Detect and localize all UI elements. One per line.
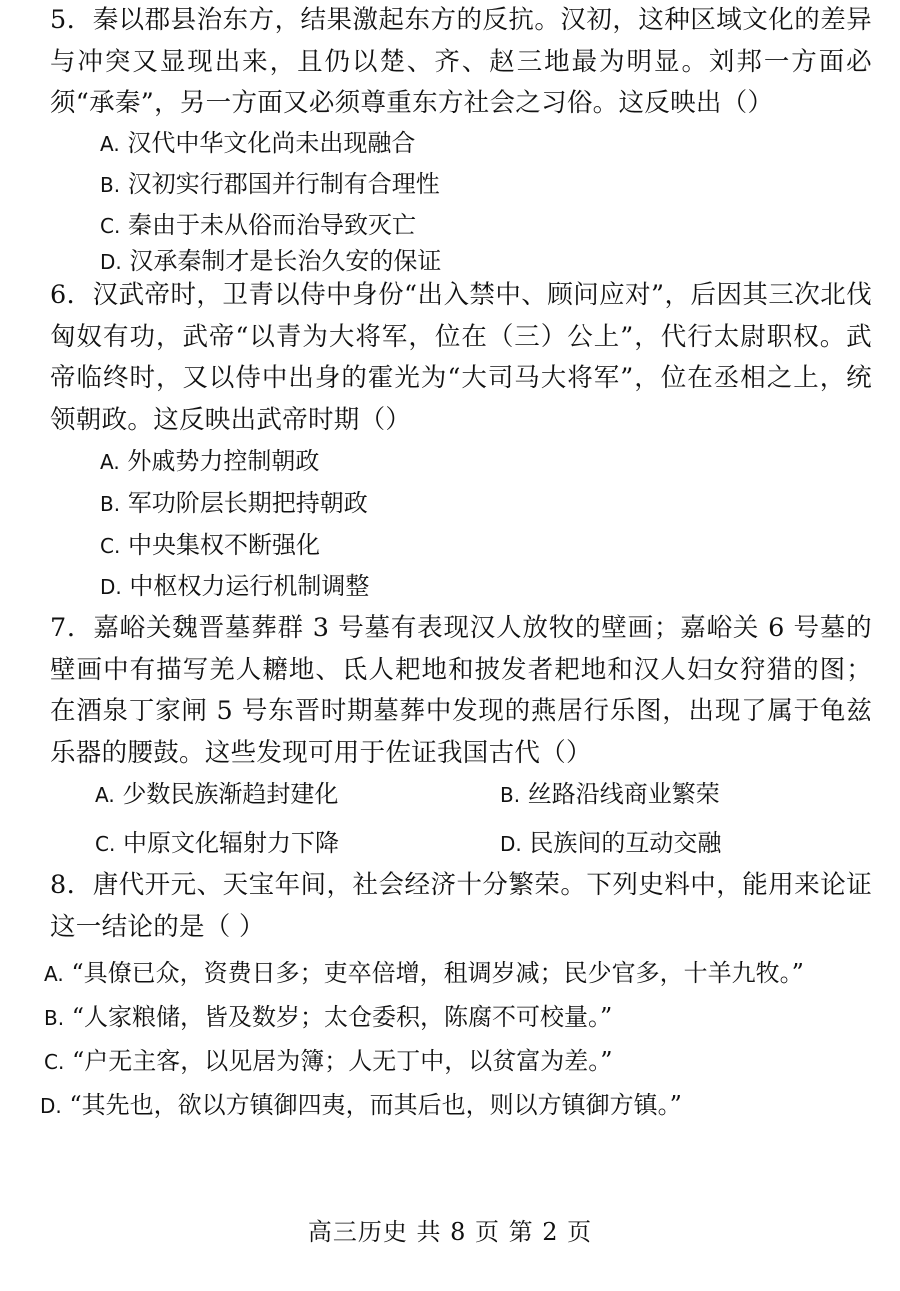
question-5-option-c (100, 205, 416, 246)
question-5-option-b (100, 164, 440, 205)
option-label: C. (100, 214, 121, 238)
option-text: 秦由于未从俗而治导致灭亡 (127, 211, 416, 239)
option-text: “户无主客，以见居为簿；人无丁中，以贫富为差。” (71, 1047, 613, 1075)
option-label: A. (95, 783, 115, 807)
option-text: 丝路沿线商业繁荣 (527, 780, 720, 808)
option-text: 外戚势力控制朝政 (127, 447, 320, 475)
question-8-option-b (44, 997, 612, 1038)
question-8-option-a (44, 953, 804, 994)
option-label: C. (100, 534, 121, 558)
question-7-option-d (500, 823, 721, 864)
question-6-stem: 6．汉武帝时，卫青以侍中身份“出入禁中、顾问应对”，后因其三次北伐匈奴有功，武帝“以青为大将军，位在（三）公上”，代行太尉职权。武帝临终时，又以侍中出身的霍光为“大司马大将军”，位在丞相之上，统领朝政。这反映出武帝时期（） (50, 280, 872, 435)
question-6-option-b (100, 483, 368, 524)
option-label: D. (500, 832, 522, 856)
question-8-option-c (44, 1041, 613, 1082)
question-5-option-a (100, 123, 415, 164)
option-label: B. (100, 173, 121, 197)
option-text: 少数民族渐趋封建化 (122, 780, 339, 808)
option-text: 民族间的互动交融 (529, 829, 722, 857)
option-text: “其先也，欲以方镇御四夷，而其后也，则以方镇御方镇。” (69, 1091, 682, 1119)
option-label: C. (95, 832, 116, 856)
question-6-option-d (100, 566, 369, 607)
option-label: B. (44, 1006, 65, 1030)
option-label: D. (100, 250, 122, 274)
question-6-option-c (100, 525, 320, 566)
question-7-option-a (95, 774, 338, 815)
question-7-option-c (95, 823, 339, 864)
option-text: 中枢权力运行机制调整 (129, 572, 370, 600)
option-text: 军功阶层长期把持朝政 (127, 489, 368, 517)
option-text: 汉初实行郡国并行制有合理性 (127, 170, 440, 198)
option-text: 中央集权不断强化 (127, 531, 320, 559)
question-7-stem: 7．嘉峪关魏晋墓葬群 3 号墓有表现汉人放牧的壁画；嘉峪关 6 号墓的壁画中有描写羌人耱地、氐人耙地和披发者耙地和汉人妇女狩猎的图；在酒泉丁家闸 5 号东晋时期墓葬中发现的燕居行乐图，出现了属于龟兹乐器的腰鼓。这些发现可用于佐证我国古代（） (50, 613, 872, 768)
option-label: A. (100, 132, 120, 156)
page-footer: 高三历史 共 8 页 第 2 页 (307, 1218, 593, 1246)
option-text: 汉代中华文化尚未出现融合 (127, 129, 416, 157)
option-label: B. (500, 783, 521, 807)
option-text: “具僚已众，资费日多；吏卒倍增，租调岁减；民少官多，十羊九牧。” (71, 959, 804, 987)
question-8-option-d (40, 1085, 682, 1126)
question-8-stem: 8．唐代开元、天宝年间，社会经济十分繁荣。下列史料中，能用来论证这一结论的是（ ） (50, 870, 872, 942)
option-label: A. (44, 962, 64, 986)
question-5-stem: 5．秦以郡县治东方，结果激起东方的反抗。汉初，这种区域文化的差异与冲突又显现出来，且仍以楚、齐、赵三地最为明显。刘邦一方面必须“承秦”，另一方面又必须尊重东方社会之习俗。这反映出（） (50, 5, 872, 118)
option-label: D. (40, 1094, 62, 1118)
option-text: 中原文化辐射力下降 (122, 829, 339, 857)
question-7-option-b (500, 774, 720, 815)
option-label: C. (44, 1050, 65, 1074)
option-text: “人家粮储，皆及数岁；太仓委积，陈腐不可校量。” (71, 1003, 613, 1031)
option-label: D. (100, 575, 122, 599)
option-text: 汉承秦制才是长治久安的保证 (129, 247, 442, 275)
option-label: A. (100, 450, 120, 474)
option-label: B. (100, 492, 121, 516)
question-6-option-a (100, 441, 319, 482)
